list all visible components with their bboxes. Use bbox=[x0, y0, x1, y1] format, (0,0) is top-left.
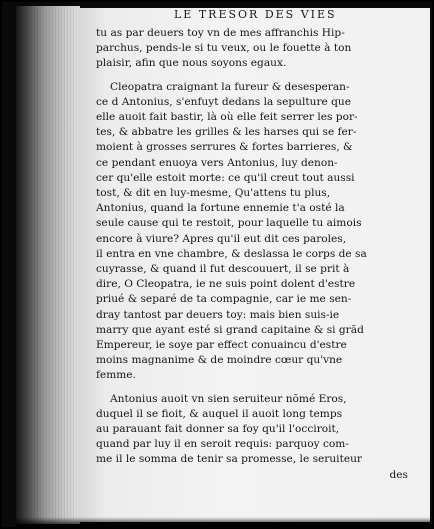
text-line: Antonius, quand la fortune ennemie t'a osté la bbox=[96, 202, 345, 215]
text-line: cer qu'elle estoit morte: ce qu'il creut tout aussi bbox=[96, 171, 355, 184]
text-line: au parauant fait donner sa foy qu'il l'occiroit, bbox=[96, 423, 340, 436]
text-line: priué & separé de ta compagnie, car ie me sen- bbox=[96, 293, 352, 306]
text-line: dray tantost par deuers toy: mais bien suis-ie bbox=[96, 308, 340, 321]
paragraph-3 bbox=[96, 392, 412, 468]
text-line: duquel il se fioit, & auquel il auoit long temps bbox=[96, 407, 343, 420]
text-line: dire, O Cleopatra, ie ne suis point dolent d'estre bbox=[96, 278, 356, 291]
text-line: elle auoit fait bastir, là où elle feit serrer les por- bbox=[96, 111, 358, 124]
text-line: tu as par deuers toy vn de mes affranchis Hip- bbox=[96, 27, 345, 39]
text-line: tost, & dit en luy-mesme, Qu'attens tu plus, bbox=[96, 187, 331, 200]
text-line: plaisir, afin que nous soyons egaux. bbox=[96, 57, 287, 70]
text-line: quand par luy il en seroit requis: parquoy com- bbox=[96, 438, 349, 451]
text-line: il entra en vne chambre, & deslassa le corps de sa bbox=[96, 247, 367, 260]
text-line: marry que ayant esté si grand capitaine & si grãd bbox=[96, 323, 364, 336]
paragraph-1 bbox=[96, 26, 412, 72]
text-line: Antonius auoit vn sien seruiteur nõmé Eros, bbox=[110, 392, 347, 405]
text-line: ce pendant enuoya vers Antonius, luy denon- bbox=[96, 156, 338, 169]
running-head: LE TRESOR DES VIES bbox=[174, 8, 337, 21]
book-page bbox=[78, 8, 430, 522]
text-line: seule cause qui te restoit, pour laquelle tu aimois bbox=[96, 217, 362, 230]
paragraph-2 bbox=[96, 80, 412, 384]
book bbox=[2, 2, 432, 527]
text-line: tes, & abbatre les grilles & les harses qui se fer- bbox=[96, 126, 357, 139]
catchword: des bbox=[389, 468, 408, 481]
bottom-shadow bbox=[16, 517, 432, 527]
text-line: cuyrasse, & quand il fut descouuert, il se prit à bbox=[96, 263, 350, 276]
page-text bbox=[96, 26, 412, 483]
text-line: femme. bbox=[96, 369, 136, 382]
text-line: moient à grosses serrures & fortes barrieres, & bbox=[96, 141, 353, 154]
text-line: moins magnanime & de moindre cœur qu'vne bbox=[96, 354, 343, 367]
text-line: ce d Antonius, s'enfuyt dedans la sepulture que bbox=[96, 95, 352, 108]
text-line: me il le somma de tenir sa promesse, le seruiteur bbox=[96, 453, 362, 466]
text-line: Cleopatra craignant la fureur & desesperan- bbox=[110, 80, 350, 93]
text-line: Empereur, ie soye par effect conuaincu d'estre bbox=[96, 339, 347, 352]
text-line: encore à viure? Apres qu'il eut dit ces paroles, bbox=[96, 232, 347, 245]
page-edges bbox=[16, 6, 80, 524]
text-line: parchus, pends-le si tu veux, ou le fouette à ton bbox=[96, 42, 352, 55]
